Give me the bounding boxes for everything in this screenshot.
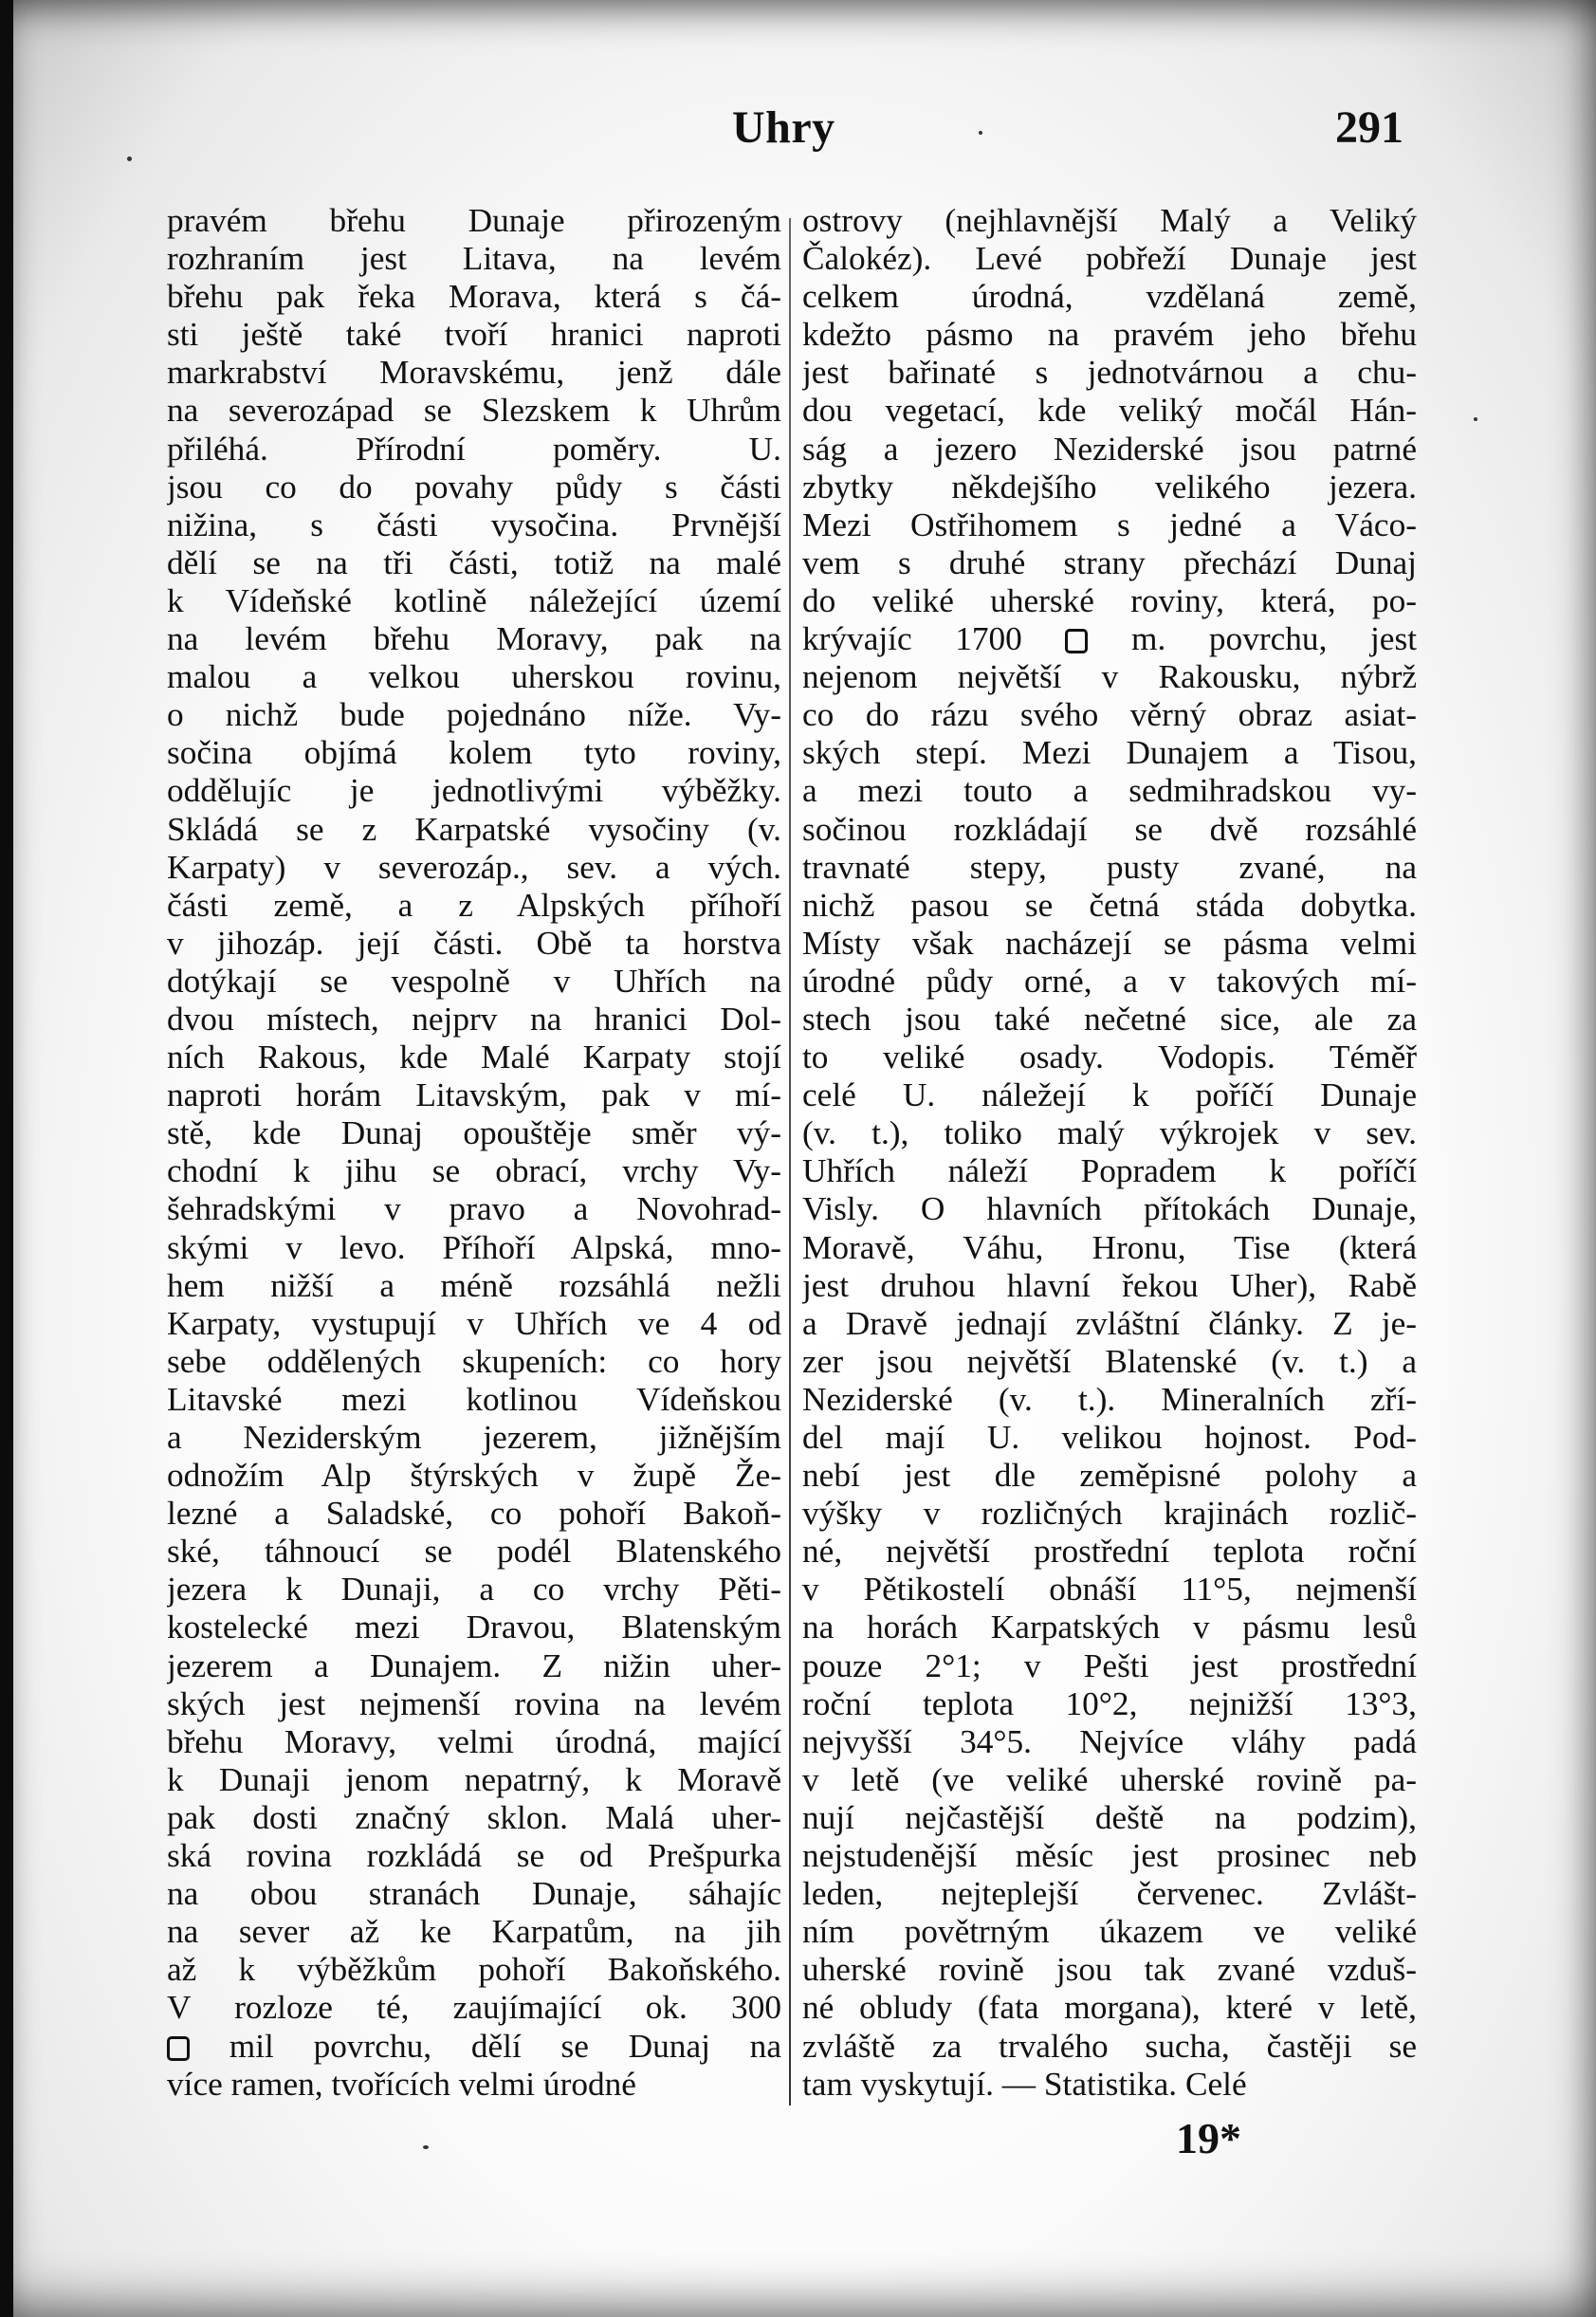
right-column-line: kdežto pásmo na pravém jeho břehu <box>802 316 1417 354</box>
left-column-line: Litavské mezi kotlinou Vídeňskou <box>167 1380 781 1418</box>
right-column-line: stech jsou také nečetné sice, ale za <box>802 1000 1417 1038</box>
right-column-line: uherské rovině jsou tak zvané vzduš- <box>802 1951 1417 1989</box>
right-column-line: ním povětrným úkazem ve veliké <box>802 1913 1417 1951</box>
right-column-line: celé U. náležejí k poříčí Dunaje <box>802 1076 1417 1114</box>
right-column-line: na horách Karpatských v pásmu lesů <box>802 1609 1417 1646</box>
right-column-line: ských stepí. Mezi Dunajem a Tisou, <box>802 734 1417 772</box>
right-column-line: zvláště za trvalého sucha, častěji se <box>802 2027 1417 2065</box>
right-column-line: pouze 2°1; v Pešti jest prostřední <box>802 1646 1417 1684</box>
right-column-line: Místy však nacházejí se pásma velmi <box>802 924 1417 962</box>
right-column-line: Čalokéz). Levé pobřeží Dunaje jest <box>802 240 1417 278</box>
right-column-line: Uhřích náleží Popradem k poříčí <box>802 1152 1417 1190</box>
page-number: 291 <box>1335 102 1403 153</box>
right-column-line: zer jsou největší Blatenské (v. t.) a <box>802 1342 1417 1380</box>
right-column-line: né obludy (fata morgana), které v letě, <box>802 1989 1417 2027</box>
right-column-line: nejstudenější měsíc jest prosinec neb <box>802 1837 1417 1875</box>
left-column-line: rozhraním jest Litava, na levém <box>167 240 781 278</box>
square-unit-icon <box>1065 629 1088 653</box>
right-column-line: jest druhou hlavní řekou Uher), Rabě <box>802 1266 1417 1304</box>
right-column-line: krývajíc 1700 m. povrchu, jest <box>802 620 1417 658</box>
left-column-line: jezera k Dunaji, a co vrchy Pěti- <box>167 1571 781 1609</box>
left-column-line: jsou co do povahy půdy s části <box>167 468 781 506</box>
left-column-line: stě, kde Dunaj opouštěje směr vý- <box>167 1114 781 1152</box>
right-column-line: dou vegetací, kde veliký močál Hán- <box>802 392 1417 430</box>
right-column-line: a Dravě jednají zvláštní články. Z je- <box>802 1304 1417 1342</box>
left-column-line: ních Rakous, kde Malé Karpaty stojí <box>167 1039 781 1076</box>
right-column-line: nebí jest dle zeměpisné polohy a <box>802 1457 1417 1495</box>
left-column-line: k Dunaji jenom nepatrný, k Moravě <box>167 1760 781 1798</box>
left-column-line: ských jest nejmenší rovina na levém <box>167 1684 781 1722</box>
signature-mark: 19* <box>1176 2114 1241 2162</box>
right-column-line: vem s druhé strany přechází Dunaj <box>802 543 1417 581</box>
right-column-line: roční teplota 10°2, nejnižší 13°3, <box>802 1684 1417 1722</box>
left-column-line: nižina, s části vysočina. Prvnější <box>167 506 781 543</box>
scan-speck <box>423 2145 429 2149</box>
left-column-line: odnožím Alp štýrských v župě Že- <box>167 1457 781 1495</box>
left-column-line: V rozloze té, zaujímající ok. 300 <box>167 1989 781 2027</box>
left-column-line: na severozápad se Slezskem k Uhrům <box>167 392 781 430</box>
left-column-line: k Vídeňské kotlině náležející území <box>167 581 781 619</box>
right-column-line: to veliké osady. Vodopis. Téměř <box>802 1039 1417 1076</box>
book-page <box>13 0 1596 2317</box>
right-column-line: Moravě, Váhu, Hronu, Tise (která <box>802 1228 1417 1266</box>
column-divider <box>789 218 791 2106</box>
right-column-line: (v. t.), toliko malý výkrojek v sev. <box>802 1114 1417 1152</box>
left-column-line: sočina objímá kolem tyto roviny, <box>167 734 781 772</box>
left-column-line: na obou stranách Dunaje, sáhajíc <box>167 1875 781 1913</box>
right-column-line: del mají U. velikou hojnost. Pod- <box>802 1419 1417 1456</box>
left-column-line: na levém břehu Moravy, pak na <box>167 620 781 658</box>
scan-speck <box>127 156 132 161</box>
left-column-line: Karpaty) v severozáp., sev. a vých. <box>167 848 781 886</box>
right-column-line: nichž pasou se četná stáda dobytka. <box>802 886 1417 924</box>
left-column-line: ské, táhnoucí se podél Blatenského <box>167 1533 781 1571</box>
left-column-line: ská rovina rozkládá se od Prešpurka <box>167 1837 781 1875</box>
left-column-line: naproti horám Litavským, pak v mí- <box>167 1076 781 1114</box>
right-column-line: Neziderské (v. t.). Mineralních zří- <box>802 1380 1417 1418</box>
right-column-line: úrodné půdy orné, a v takových mí- <box>802 962 1417 1000</box>
right-column-line: tam vyskytují. — Statistika. Celé <box>802 2065 1247 2103</box>
left-column-line: více ramen, tvořících velmi úrodné <box>167 2065 636 2103</box>
right-column-line: Mezi Ostřihomem s jedné a Váco- <box>802 506 1417 543</box>
left-column-line: pravém břehu Dunaje přirozeným <box>167 202 781 239</box>
right-column-line: v letě (ve veliké uherské rovině pa- <box>802 1760 1417 1798</box>
left-column-line: části země, a z Alpských příhoří <box>167 886 781 924</box>
left-column-line: až k výběžkům pohoří Bakoňského. <box>167 1951 781 1989</box>
left-column-line: Karpaty, vystupují v Uhřích ve 4 od <box>167 1304 781 1342</box>
right-column-line: travnaté stepy, pusty zvané, na <box>802 848 1417 886</box>
left-column-line: hem nižší a méně rozsáhlá nežli <box>167 1266 781 1304</box>
right-column-line: zbytky někdejšího velikého jezera. <box>802 468 1417 506</box>
left-column-line: kostelecké mezi Dravou, Blatenským <box>167 1609 781 1646</box>
right-column-line: ostrovy (nejhlavnější Malý a Veliký <box>802 202 1417 239</box>
left-column-line: lezné a Saladské, co pohoří Bakoň- <box>167 1495 781 1533</box>
left-column-line: v jihozáp. její části. Obě ta horstva <box>167 924 781 962</box>
right-column-line: Visly. O hlavních přítokách Dunaje, <box>802 1190 1417 1228</box>
left-column-line: šehradskými v pravo a Novohrad- <box>167 1190 781 1228</box>
left-text-column <box>167 202 781 2104</box>
left-column-line: dělí se na tři části, totiž na malé <box>167 543 781 581</box>
left-column-line: Skládá se z Karpatské vysočiny (v. <box>167 810 781 848</box>
right-column-line: nejenom největší v Rakousku, nýbrž <box>802 658 1417 696</box>
left-column-line: břehu Moravy, velmi úrodná, mající <box>167 1722 781 1760</box>
right-column-line: nejvyšší 34°5. Nejvíce vláhy padá <box>802 1722 1417 1760</box>
left-column-line: jezerem a Dunajem. Z nižin uher- <box>167 1646 781 1684</box>
left-column-line: sti ještě také tvoří hranici naproti <box>167 316 781 354</box>
right-column-line: jest bařinaté s jednotvárnou a chu- <box>802 354 1417 392</box>
left-column-line: pak dosti značný sklon. Malá uher- <box>167 1798 781 1836</box>
right-column-line: do veliké uherské roviny, která, po- <box>802 581 1417 619</box>
left-column-line: dvou místech, nejprv na hranici Dol- <box>167 1000 781 1038</box>
right-text-column <box>802 202 1417 2104</box>
scan-speck <box>1474 417 1477 421</box>
left-column-line: sebe oddělených skupeních: co hory <box>167 1342 781 1380</box>
square-unit-icon <box>167 2036 190 2061</box>
left-column-line: na sever až ke Karpatům, na jih <box>167 1913 781 1951</box>
running-head: Uhry <box>732 102 835 153</box>
left-column-line: a Neziderským jezerem, jižnějším <box>167 1419 781 1456</box>
right-column-line: co do rázu svého věrný obraz asiat- <box>802 696 1417 734</box>
right-column-line: ság a jezero Neziderské jsou patrné <box>802 430 1417 468</box>
right-column-line: výšky v rozličných krajinách rozlič- <box>802 1495 1417 1533</box>
right-column-line: sočinou rozkládají se dvě rozsáhlé <box>802 810 1417 848</box>
right-column-line: v Pětikostelí obnáší 11°5, nejmenší <box>802 1571 1417 1609</box>
scan-speck <box>979 131 982 135</box>
left-column-line: dotýkají se vespolně v Uhřích na <box>167 962 781 1000</box>
left-column-line: malou a velkou uherskou rovinu, <box>167 658 781 696</box>
right-column-line: celkem úrodná, vzdělaná země, <box>802 278 1417 316</box>
left-column-line: přiléhá. Přírodní poměry. U. <box>167 430 781 468</box>
right-column-line: nují nejčastější deště na podzim), <box>802 1798 1417 1836</box>
left-column-line: o nichž bude pojednáno níže. Vy- <box>167 696 781 734</box>
left-column-line: chodní k jihu se obrací, vrchy Vy- <box>167 1152 781 1190</box>
right-column-line: leden, nejteplejší červenec. Zvlášt- <box>802 1875 1417 1913</box>
right-column-line: a mezi touto a sedmihradskou vy- <box>802 772 1417 810</box>
left-column-line: markrabství Moravskému, jenž dále <box>167 354 781 392</box>
left-column-line: břehu pak řeka Morava, která s čá- <box>167 278 781 316</box>
left-column-line: oddělujíc je jednotlivými výběžky. <box>167 772 781 810</box>
right-column-line: né, největší prostřední teplota roční <box>802 1533 1417 1571</box>
page-header <box>13 90 1596 166</box>
left-column-line: mil povrchu, dělí se Dunaj na <box>167 2028 781 2066</box>
left-column-line: skými v levo. Příhoří Alpská, mno- <box>167 1228 781 1266</box>
